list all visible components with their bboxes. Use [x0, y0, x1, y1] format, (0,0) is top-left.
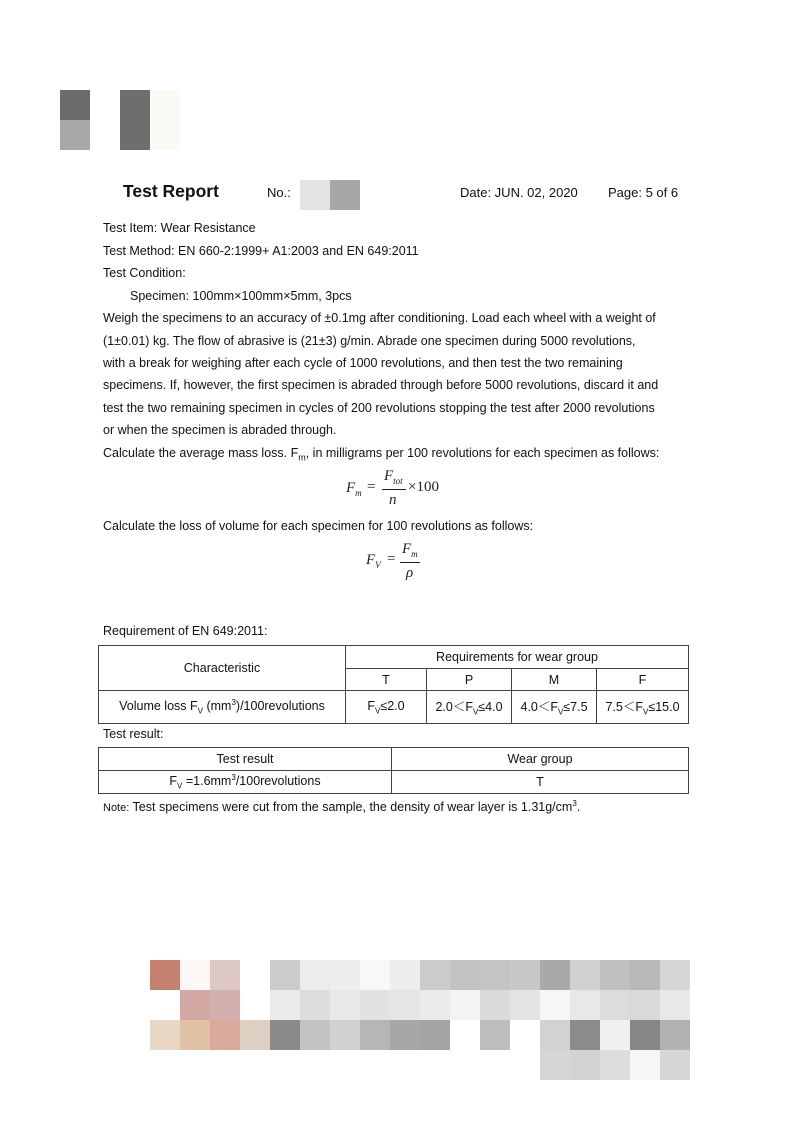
calc-mass-loss-text: Calculate the average mass loss. $F_m$, in milligrams per 100 revolutions for each specimen as follows: [103, 446, 660, 463]
company-logo [60, 90, 180, 150]
calc-volume-loss-text: Calculate the loss of volume for each specimen for 100 revolutions as follows: [103, 519, 534, 533]
report-number-label: No.: [267, 185, 291, 200]
report-date: Date: JUN. 02, 2020 [460, 185, 578, 200]
requirement-value-m: $4.0<F_V\le 7.5$ [512, 691, 597, 724]
procedure-line: specimens. If, however, the first specimen is abraded through before 5000 revolutions, discard it and [103, 378, 659, 392]
group-header-f: F [597, 669, 689, 691]
requirement-value-f: $7.5<F_V\le 15.0$ [597, 691, 689, 724]
procedure-line: (1±0.01) kg. The flow of abrasive is (21±3) g/min. Abrade one specimen during 5000 revolutions, [103, 334, 636, 348]
report-number-redacted [300, 180, 360, 210]
procedure-line: with a break for weighing after each cycle of 1000 revolutions, and then test the two remaining [103, 356, 623, 370]
procedure-line: test the two remaining specimen in cycles of 200 revolutions stopping the test after 2000 revolutions [103, 401, 655, 415]
test-condition: Test Condition: [103, 266, 186, 280]
test-item: Test Item: Wear Resistance [103, 221, 256, 235]
procedure-line: or when the specimen is abraded through. [103, 423, 337, 437]
specimen-info: Specimen: 100mm×100mm×5mm, 3pcs [130, 289, 352, 303]
group-header-t: T [346, 669, 427, 691]
note: Note: Test specimens were cut from the sample, the density of wear layer is $1.31g/cm^3$. [103, 799, 581, 815]
result-wear-group: T [392, 771, 689, 794]
volume-loss-formula: $F_V$ = $F_m$ ρ [362, 540, 442, 588]
signature-stamp-redacted [150, 960, 690, 1080]
wear-group-header: Requirements for wear group [346, 646, 689, 669]
result-table [98, 747, 689, 794]
volume-loss-label: Volume loss $F_V$ $(mm^3)/100revolutions$ [99, 691, 346, 724]
page-number: Page: 5 of 6 [608, 185, 679, 200]
requirement-value-p: $2.0<F_V\le 4.0$ [427, 691, 512, 724]
characteristic-header: Characteristic [99, 646, 346, 691]
report-title: Test Report [123, 181, 219, 201]
requirement-heading: Requirement of EN 649:2011: [103, 624, 268, 638]
group-header-p: P [427, 669, 512, 691]
procedure-line: Weigh the specimens to an accuracy of ±0.1mg after conditioning. Load each wheel with a weight of [103, 311, 656, 325]
mass-loss-formula: $F_m$ = $F_{tot}$ n ×100 [346, 468, 439, 508]
requirement-table [98, 645, 689, 724]
result-value: $F_V$ $=1.6mm^3/100revolutions$ [99, 771, 392, 794]
requirement-value-t: $F_V\le 2.0$ [346, 691, 427, 724]
group-header-m: M [512, 669, 597, 691]
wear-group-col-header: Wear group [392, 748, 689, 771]
test-method: Test Method: EN 660-2:1999+ A1:2003 and EN 649:2011 [103, 244, 419, 258]
test-result-heading: Test result: [103, 727, 164, 741]
result-col-header: Test result [99, 748, 392, 771]
